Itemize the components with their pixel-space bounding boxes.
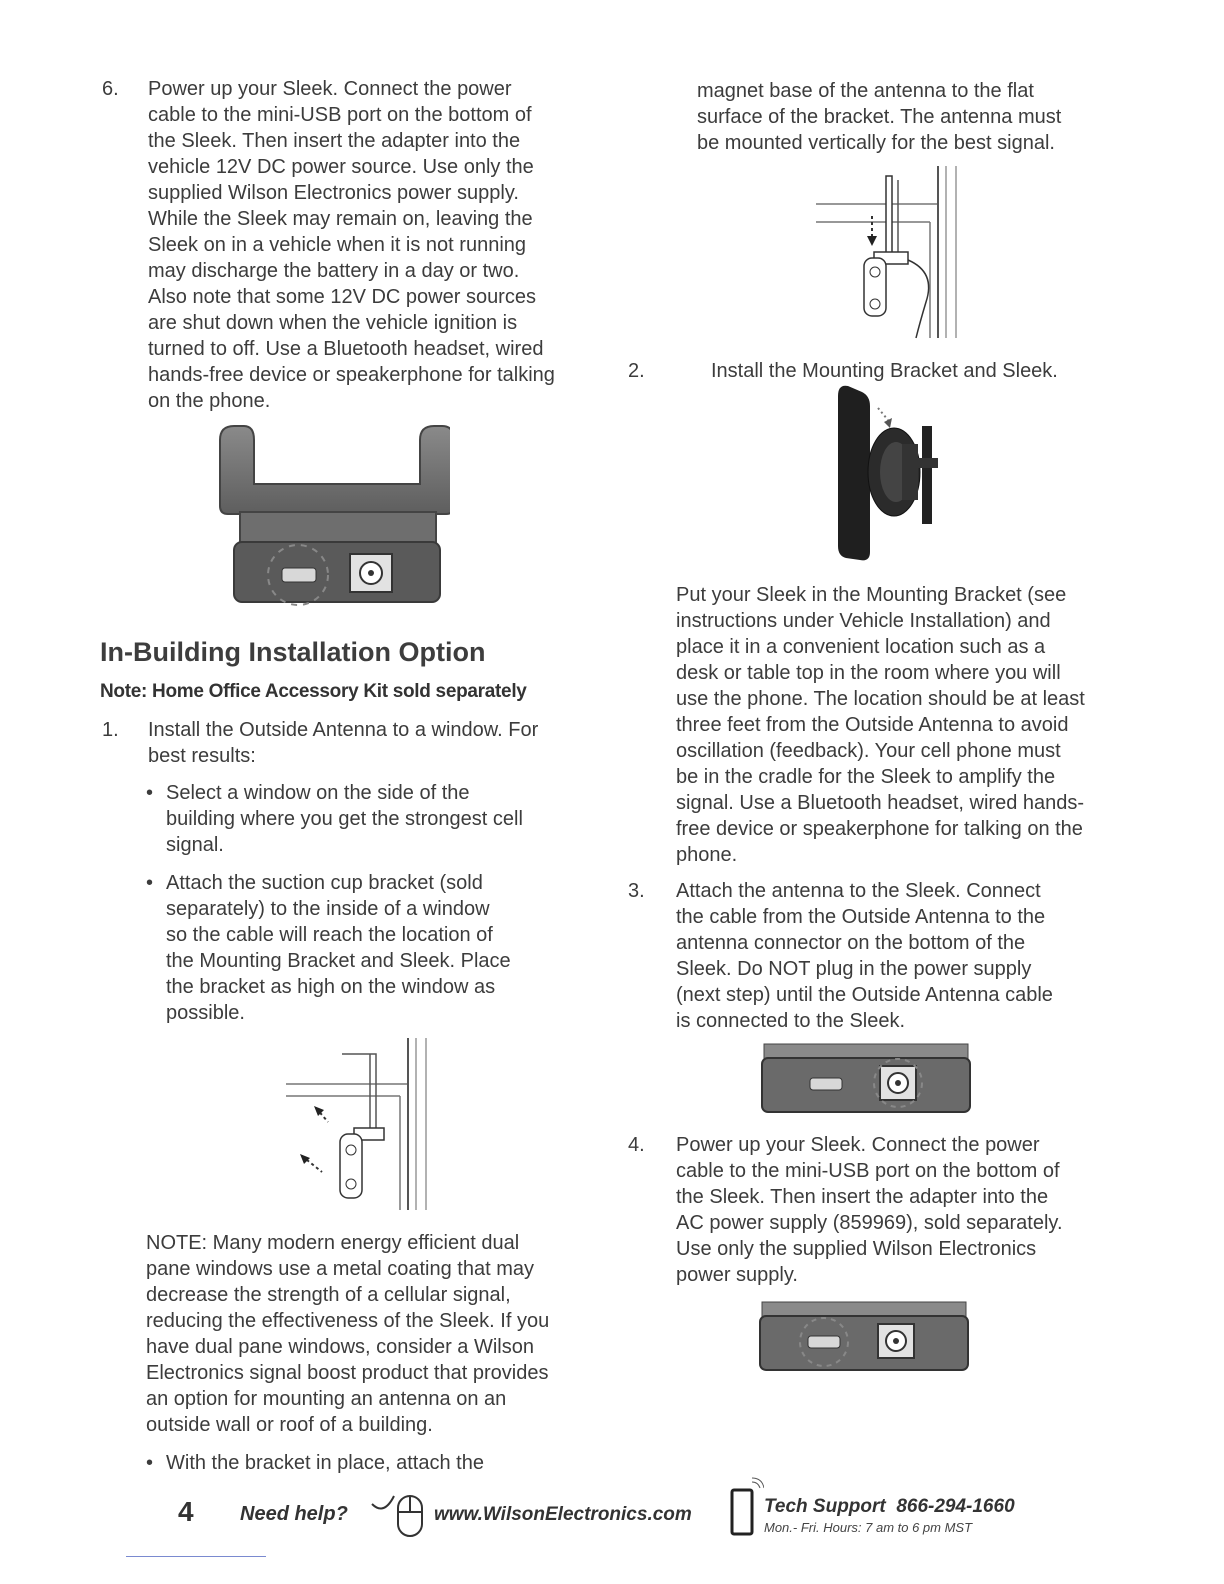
text-line: so the cable will reach the location of bbox=[166, 924, 493, 946]
bullet-marker: • bbox=[146, 782, 154, 804]
step-6-number: 6. bbox=[102, 78, 119, 100]
text-line: (next step) until the Outside Antenna cable bbox=[676, 984, 1053, 1006]
text-line: reducing the effectiveness of the Sleek. If you bbox=[146, 1310, 550, 1332]
text-line: Also note that some 12V DC power sources bbox=[148, 286, 536, 308]
text-line: Select a window on the side of the bbox=[166, 782, 470, 804]
text-line: desk or table top in the room where you will bbox=[676, 662, 1061, 684]
text-line: antenna connector on the bottom of the bbox=[676, 932, 1026, 954]
step-4-number: 4. bbox=[628, 1134, 645, 1156]
text-line: free device or speakerphone for talking on the bbox=[676, 818, 1083, 840]
bullet-item bbox=[166, 780, 586, 858]
sleek-bottom-antenna-illustration bbox=[760, 1040, 972, 1116]
step-1-text bbox=[148, 717, 588, 769]
text-line: use the phone. The location should be at least bbox=[676, 688, 1085, 710]
step-1-number: 1. bbox=[102, 719, 119, 741]
phone-icon bbox=[728, 1476, 764, 1538]
text-line: supplied Wilson Electronics power supply. bbox=[148, 182, 519, 204]
text-line: Power up your Sleek. Connect the power bbox=[676, 1134, 1040, 1156]
bullet-marker: • bbox=[146, 1452, 154, 1474]
footer-rule bbox=[126, 1556, 266, 1557]
text-line: magnet base of the antenna to the flat bbox=[697, 80, 1034, 102]
text-line: oscillation (feedback). Your cell phone must bbox=[676, 740, 1061, 762]
support-hours: Mon.- Fri. Hours: 7 am to 6 pm MST bbox=[764, 1520, 973, 1535]
window-bracket-illustration bbox=[282, 1034, 432, 1214]
text-line: AC power supply (859969), sold separately. bbox=[676, 1212, 1063, 1234]
text-line: the Sleek. Then insert the adapter into the bbox=[148, 130, 521, 152]
text-line: possible. bbox=[166, 1002, 245, 1024]
text-line: the Sleek. Then insert the adapter into the bbox=[676, 1186, 1049, 1208]
step-3-text bbox=[676, 878, 1116, 1034]
tech-support-phone[interactable]: 866-294-1660 bbox=[896, 1496, 1015, 1517]
text-line: outside wall or roof of a building. bbox=[146, 1414, 433, 1436]
text-line: Power up your Sleek. Connect the power bbox=[148, 78, 512, 100]
text-line: hands-free device or speakerphone for talking bbox=[148, 364, 555, 386]
mounting-bracket-illustration bbox=[832, 382, 952, 566]
step-6-text bbox=[148, 76, 588, 414]
text-line: an option for mounting an antenna on an bbox=[146, 1388, 507, 1410]
antenna-bracket-illustration bbox=[812, 162, 972, 342]
website-link[interactable]: www.WilsonElectronics.com bbox=[434, 1504, 692, 1525]
text-line: on the phone. bbox=[148, 390, 271, 412]
text-line: best results: bbox=[148, 745, 256, 767]
bullet-item bbox=[166, 870, 586, 1026]
step-2-number: 2. bbox=[628, 360, 645, 382]
text-line: Electronics signal boost product that provides bbox=[146, 1362, 549, 1384]
text-line: While the Sleek may remain on, leaving the bbox=[148, 208, 533, 230]
text-line: the bracket as high on the window as bbox=[166, 976, 496, 998]
text-line: decrease the strength of a cellular signal, bbox=[146, 1284, 511, 1306]
text-line: cable to the mini-USB port on the bottom of bbox=[148, 104, 532, 126]
page-number: 4 bbox=[178, 1496, 194, 1527]
text-line: phone. bbox=[676, 844, 738, 866]
step-3-number: 3. bbox=[628, 880, 645, 902]
text-line: is connected to the Sleek. bbox=[676, 1010, 906, 1032]
note-heading: Note: Home Office Accessory Kit sold separately bbox=[100, 681, 527, 702]
tech-support-label bbox=[764, 1496, 1015, 1518]
text-line: pane windows use a metal coating that may bbox=[146, 1258, 534, 1280]
text-line: signal. Use a Bluetooth headset, wired hands- bbox=[676, 792, 1085, 814]
text-line: vehicle 12V DC power source. Use only the bbox=[148, 156, 534, 178]
text-line: be in the cradle for the Sleek to amplify the bbox=[676, 766, 1056, 788]
last-bullet-text: With the bracket in place, attach the bbox=[166, 1452, 484, 1474]
text-line: Install the Outside Antenna to a window. For bbox=[148, 719, 539, 741]
mouse-icon bbox=[370, 1486, 428, 1540]
text-line: instructions under Vehicle Installation) and bbox=[676, 610, 1051, 632]
text-line: Sleek. Do NOT plug in the power supply bbox=[676, 958, 1032, 980]
text-line: Use only the supplied Wilson Electronics bbox=[676, 1238, 1037, 1260]
text-line: NOTE: Many modern energy efficient dual bbox=[146, 1232, 520, 1254]
text-line: Attach the suction cup bracket (sold bbox=[166, 872, 483, 894]
text-line: power supply. bbox=[676, 1264, 798, 1286]
text-line: the cable from the Outside Antenna to the bbox=[676, 906, 1046, 928]
step-2-text: Install the Mounting Bracket and Sleek. bbox=[711, 360, 1058, 382]
text-line: be mounted vertically for the best signal. bbox=[697, 132, 1055, 154]
text-line: surface of the bracket. The antenna must bbox=[697, 106, 1062, 128]
text-line: building where you get the strongest cell bbox=[166, 808, 523, 830]
sleek-cradle-illustration bbox=[210, 420, 450, 620]
text-line: turned to off. Use a Bluetooth headset, wired bbox=[148, 338, 544, 360]
section-title: In-Building Installation Option bbox=[100, 637, 486, 667]
step-4-text bbox=[676, 1132, 1116, 1288]
bullet-marker: • bbox=[146, 872, 154, 894]
need-help-label: Need help? bbox=[240, 1503, 348, 1525]
note-block bbox=[146, 1230, 586, 1438]
text-line: are shut down when the vehicle ignition is bbox=[148, 312, 518, 334]
sleek-bottom-usb-illustration bbox=[758, 1298, 970, 1374]
text-line: cable to the mini-USB port on the bottom of bbox=[676, 1160, 1060, 1182]
step-2-body bbox=[676, 582, 1116, 868]
text-line: place it in a convenient location such as a bbox=[676, 636, 1046, 658]
text-line: may discharge the battery in a day or two. bbox=[148, 260, 520, 282]
text-line: signal. bbox=[166, 834, 224, 856]
text-line: have dual pane windows, consider a Wilson bbox=[146, 1336, 534, 1358]
tech-support-text: Tech Support bbox=[764, 1496, 886, 1517]
text-line: separately) to the inside of a window bbox=[166, 898, 490, 920]
text-line: the Mounting Bracket and Sleek. Place bbox=[166, 950, 511, 972]
text-line: Sleek on in a vehicle when it is not running bbox=[148, 234, 527, 256]
text-line: three feet from the Outside Antenna to avoid bbox=[676, 714, 1069, 736]
text-line: Attach the antenna to the Sleek. Connect bbox=[676, 880, 1041, 902]
continued-text bbox=[697, 78, 1117, 156]
text-line: Put your Sleek in the Mounting Bracket (see bbox=[676, 584, 1067, 606]
